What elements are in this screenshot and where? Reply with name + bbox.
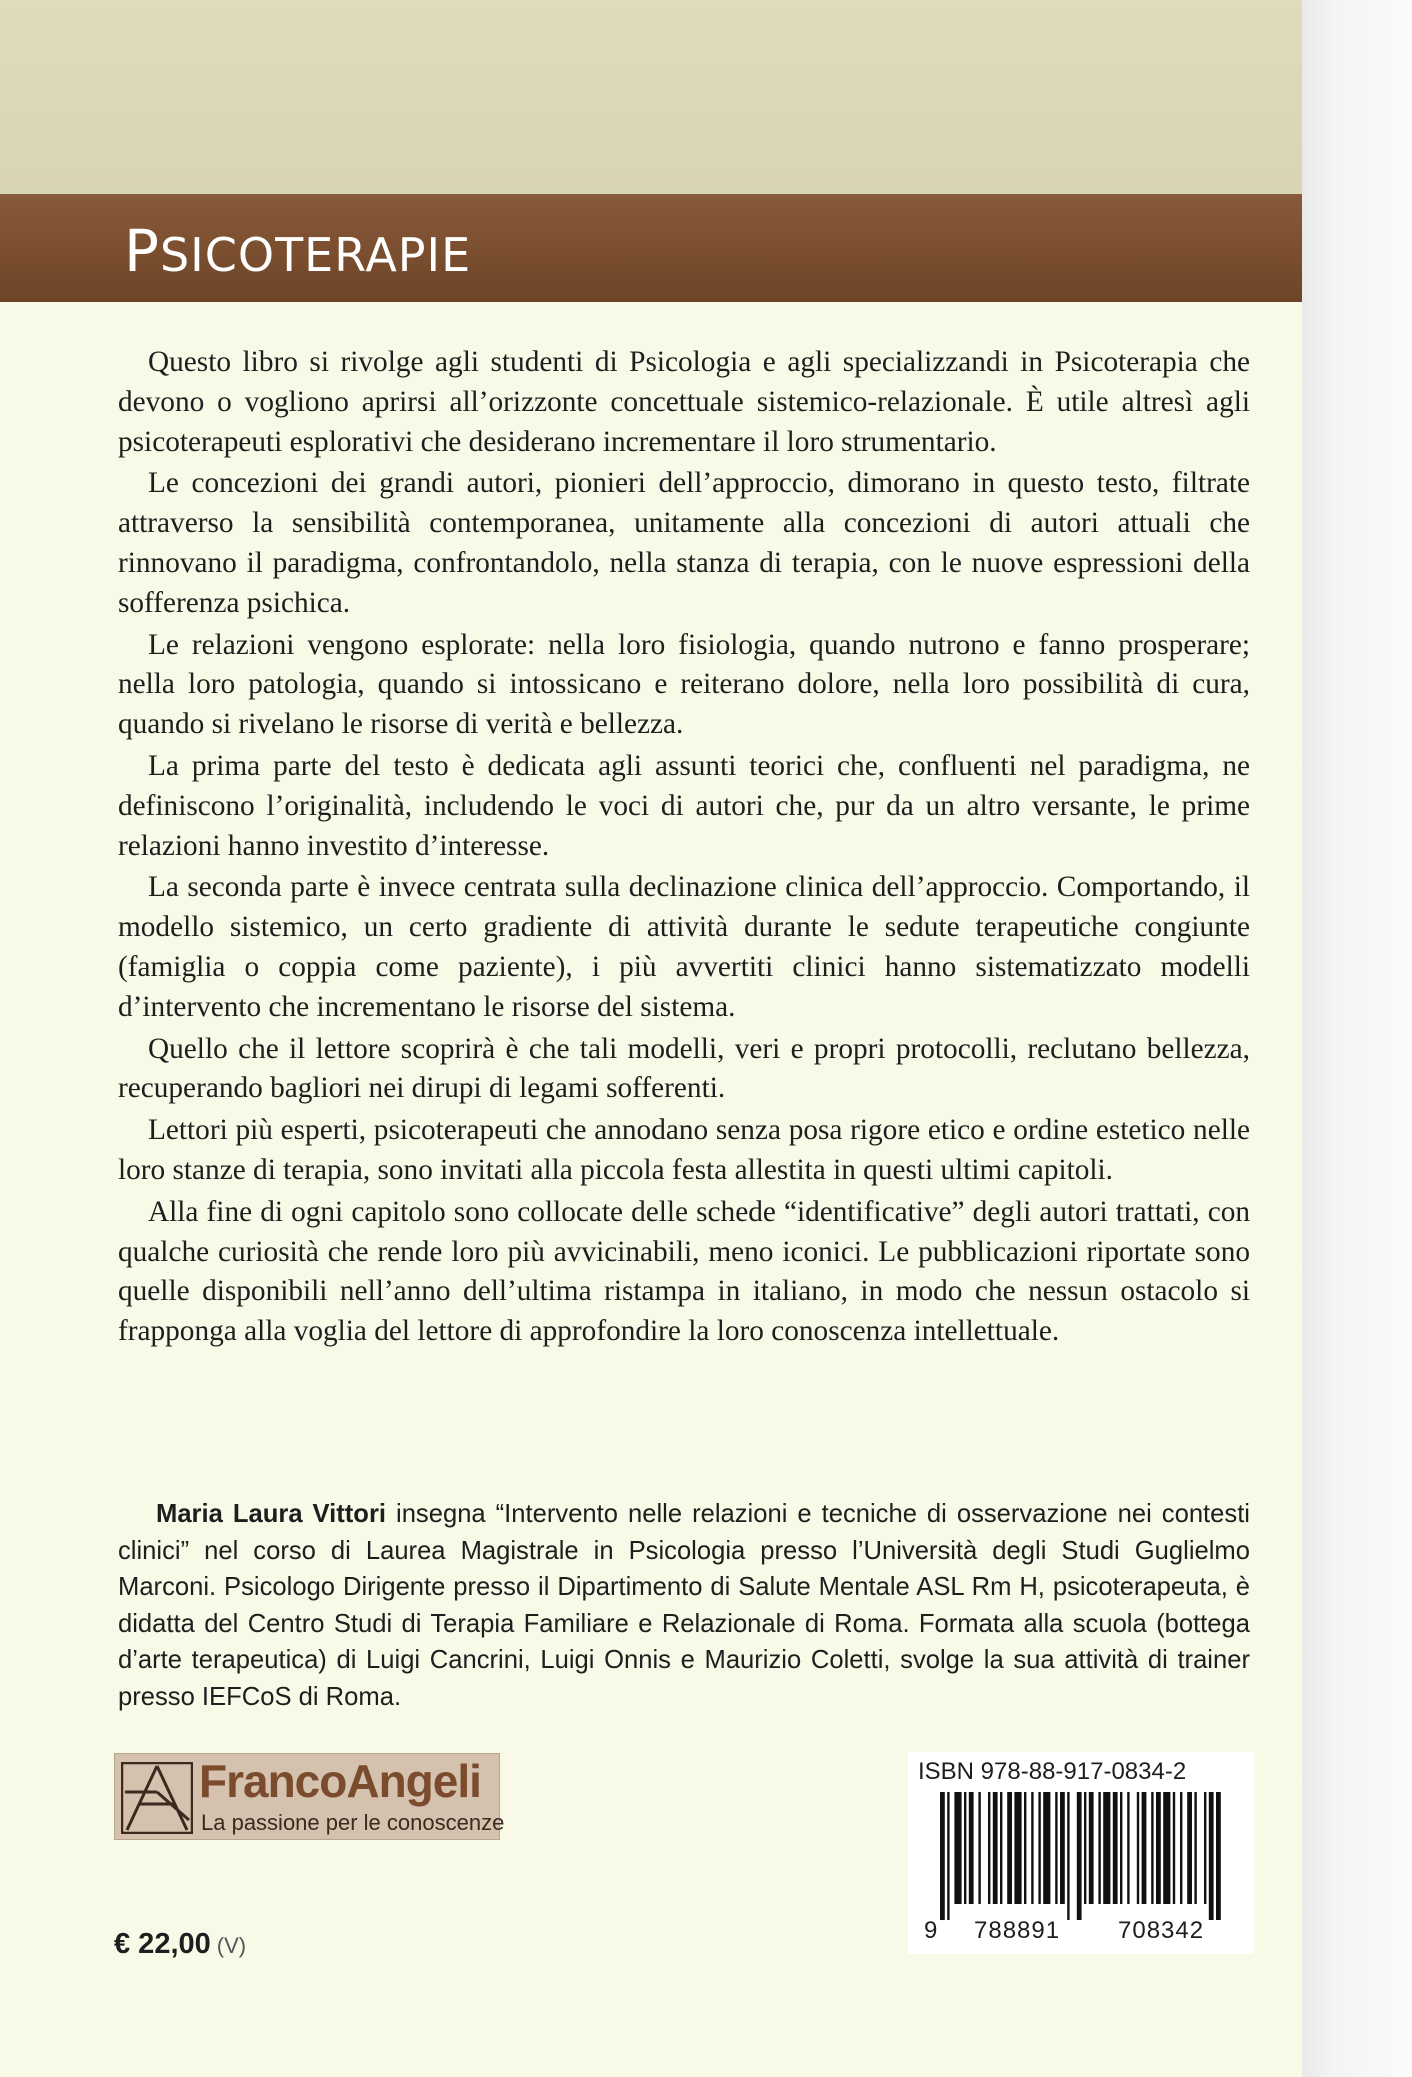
barcode-digit-first: 9	[924, 1917, 939, 1944]
barcode-digits-left: 788891	[974, 1917, 1061, 1944]
blurb-paragraph: Le concezioni dei grandi autori, pionieri dell’approccio, dimorano in questo testo, filtrate attraverso la sensibilità contemporanea, unitamente alla concezioni di autori attuali che rinnovano il paradigma, confrontandolo, nella stanza di terapia, con le nuove espressioni della sofferenza psichica.	[118, 467, 1250, 619]
barcode-digits-right: 708342	[1118, 1917, 1205, 1944]
publisher-tagline: La passione per le conoscenze	[201, 1810, 505, 1835]
blurb-paragraph: Questo libro si rivolge agli studenti di Psicologia e agli specializzandi in Psicoterapia che devono o vogliono aprirsi all’orizzonte concettuale sistemico-relazionale. È utile altresì agli psicoterapeuti esplorativi che desiderano incrementare il loro strumentario.	[118, 346, 1250, 458]
blurb-paragraph: La prima parte del testo è dedicata agli assunti teorici che, confluenti nel paradigma, ne definiscono l’originalità, includendo le voci di autori che, pur da un altro versante, le prime relazioni hanno investito d’interesse.	[118, 749, 1250, 862]
barcode-icon	[922, 1792, 1242, 1922]
author-name: Maria Laura Vittori	[156, 1500, 387, 1528]
publisher-logo	[114, 1753, 505, 1840]
author-bio-text: insegna “Intervento nelle relazioni e tecniche di osservazione nei contesti clinici” nel corso di Laurea Magistrale in Psicologia presso l’Università degli Studi Guglielmo Marconi. Psicologo Dirigente presso il Dipartimento di Salute Mentale ASL Rm H, psicoterapeuta, è didatta del Centro Studi di Terapia Familiare e Relazionale di Roma. Formata alla scuola (bottega d’arte terapeutica) di Luigi Cancrini, Luigi Onnis e Maurizio Coletti, svolge la sua attività di trainer presso IEFCoS di Roma.	[118, 1500, 1250, 1711]
blurb-paragraph: Le relazioni vengono esplorate: nella loro fisiologia, quando nutrono e fanno prosperare; nella loro patologia, quando si intossicano e reiterano dolore, nella loro possibilità di cura, quando si rivelano le risorse di verità e bellezza.	[118, 628, 1250, 741]
book-blurb	[118, 343, 1250, 1354]
price-amount: € 22,00	[114, 1928, 211, 1960]
blurb-paragraph: Quello che il lettore scoprirà è che tali modelli, veri e propri protocolli, reclutano bellezza, recuperando bagliori nei dirupi di legami sofferenti.	[118, 1032, 1250, 1105]
page-edge	[1302, 0, 1412, 2077]
blurb-paragraph: La seconda parte è invece centrata sulla declinazione clinica dell’approccio. Comportando, il modello sistemico, un certo gradiente di attività durante le sedute terapeutiche congiunte (famiglia o coppia come paziente), i più avvertiti clinici hanno sistematizzato modelli d’intervento che incrementano le risorse del sistema.	[118, 871, 1250, 1023]
blurb-paragraph: Lettori più esperti, psicoterapeuti che annodano senza posa rigore etico e ordine estetico nelle loro stanze di terapia, sono invitati alla piccola festa allestita in questi ultimi capitoli.	[118, 1114, 1250, 1186]
author-bio	[118, 1496, 1250, 1716]
top-band	[0, 0, 1302, 194]
series-title	[124, 217, 472, 285]
publisher-name: FrancoAngeli	[199, 1755, 481, 1807]
publisher-mark-icon	[121, 1762, 193, 1834]
series-title-rest: SICOTERAPIE	[159, 228, 472, 282]
barcode-box	[908, 1752, 1254, 1954]
isbn-label: ISBN 978-88-917-0834-2	[918, 1758, 1187, 1785]
blurb-paragraph: Alla fine di ogni capitolo sono collocate delle schede “identificative” degli autori trattati, con qualche curiosità che rende loro più avvicinabili, meno iconici. Le pubblicazioni riportate sono quelle disponibili nell’anno dell’ultima ristampa in italiano, in modo che nessun ostacolo si frapponga alla voglia del lettore di approfondire la loro conoscenza intellettuale.	[118, 1195, 1250, 1348]
price	[114, 1928, 246, 1961]
price-code: (V)	[216, 1933, 247, 1958]
series-title-initial: P	[124, 217, 160, 285]
